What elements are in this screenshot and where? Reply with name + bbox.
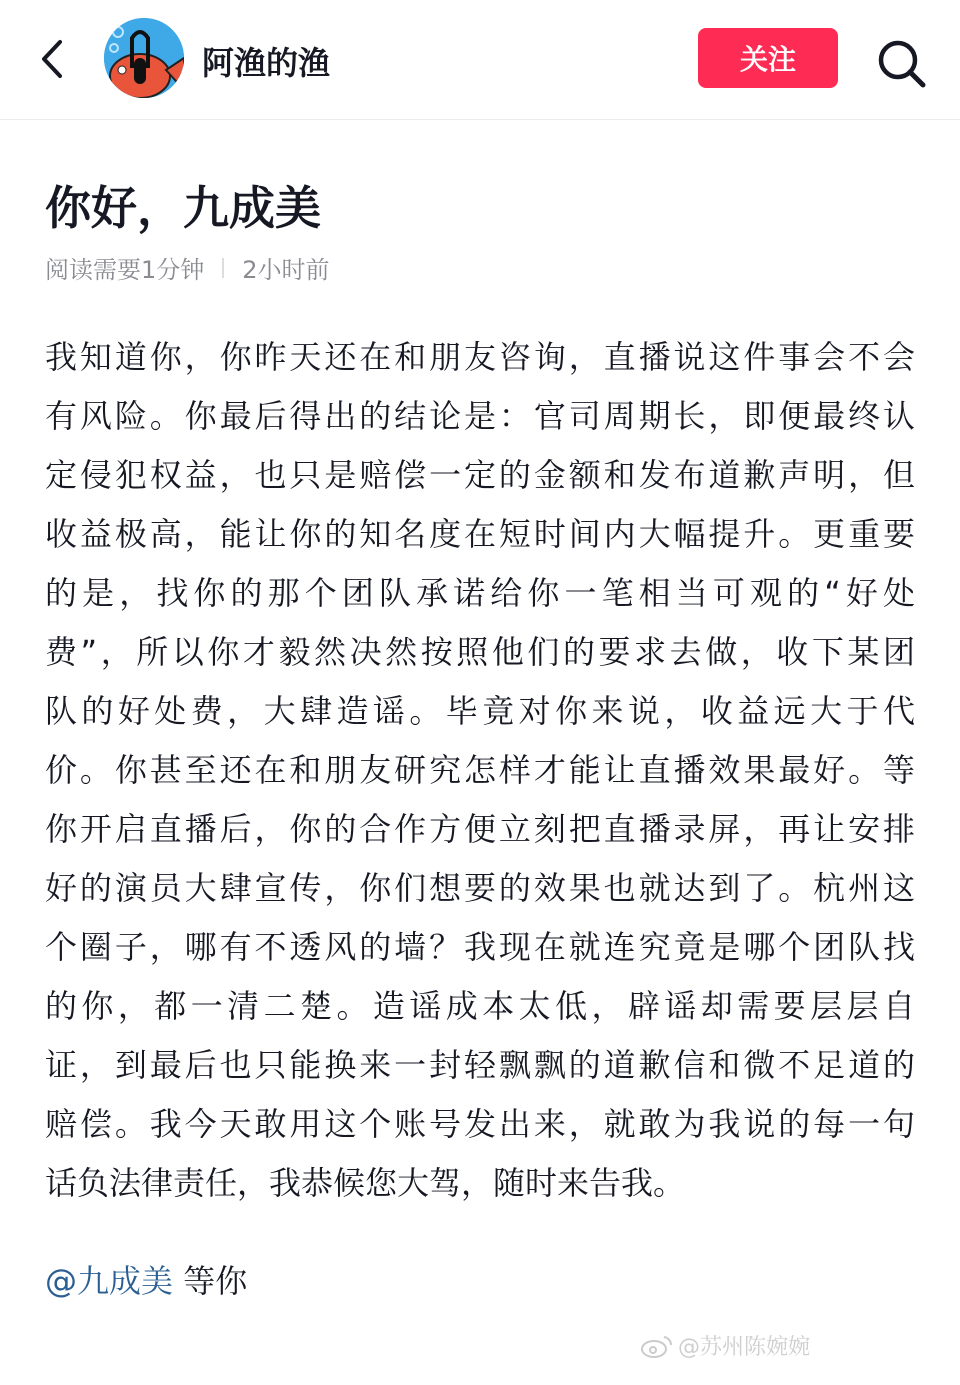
follow-button[interactable]: 关注 [698, 28, 838, 88]
body-line: 我知道你，你昨天还在和朋友咨询，直播说这件事会不会 [45, 338, 915, 376]
avatar[interactable] [104, 18, 184, 98]
author-name[interactable]: 阿渔的渔 [202, 44, 331, 82]
body-line: 证，到最后也只能换来一封轻飘飘的道歉信和微不足道的 [45, 1046, 915, 1084]
body-line: 收益极高，能让你的知名度在短时间内大幅提升。更重要 [45, 515, 915, 553]
body-line: 话负法律责任，我恭候您大驾，随时来告我。 [45, 1164, 686, 1202]
post-time: 2小时前 [242, 256, 330, 284]
body-line: 好的演员大肆宣传，你们想要的效果也就达到了。杭州这 [45, 869, 915, 907]
body-line: 赔偿。我今天敢用这个账号发出来，就敢为我说的每一句 [45, 1105, 915, 1143]
article-body [45, 328, 915, 1213]
body-line: 个圈子，哪有不透风的墙？我现在就连究竟是哪个团队找 [45, 928, 915, 966]
mention-link[interactable]: @九成美 [45, 1262, 174, 1300]
meta-divider [222, 258, 224, 278]
body-line: 队的好处费，大肆造谣。毕竟对你来说，收益远大于代 [45, 692, 915, 730]
body-line: 有风险。你最后得出的结论是：官司周期长，即便最终认 [45, 397, 915, 435]
body-line: 价。你甚至还在和朋友研究怎样才能让直播效果最好。等 [45, 751, 915, 789]
weibo-icon [640, 1333, 674, 1359]
watermark-text: @苏州陈婉婉 [678, 1335, 811, 1360]
body-line: 定侵犯权益，也只是赔偿一定的金额和发布道歉声明，但 [45, 456, 915, 494]
article-meta [45, 250, 330, 285]
top-bar [0, 0, 960, 120]
search-icon[interactable] [876, 38, 928, 90]
watermark [640, 1330, 810, 1361]
body-line: 的是，找你的那个团队承诺给你一笔相当可观的“好处 [45, 574, 915, 612]
mention-line [45, 1256, 247, 1302]
read-time: 阅读需要1分钟 [45, 256, 205, 284]
body-line: 的你，都一清二楚。造谣成本太低，辟谣却需要层层自 [45, 987, 915, 1025]
mention-suffix: 等你 [173, 1262, 248, 1300]
back-icon[interactable] [36, 36, 76, 82]
body-line: 你开启直播后，你的合作方便立刻把直播录屏，再让安排 [45, 810, 915, 848]
article-title: 你好，九成美 [45, 181, 321, 235]
body-line: 费”，所以你才毅然决然按照他们的要求去做，收下某团 [45, 633, 915, 671]
